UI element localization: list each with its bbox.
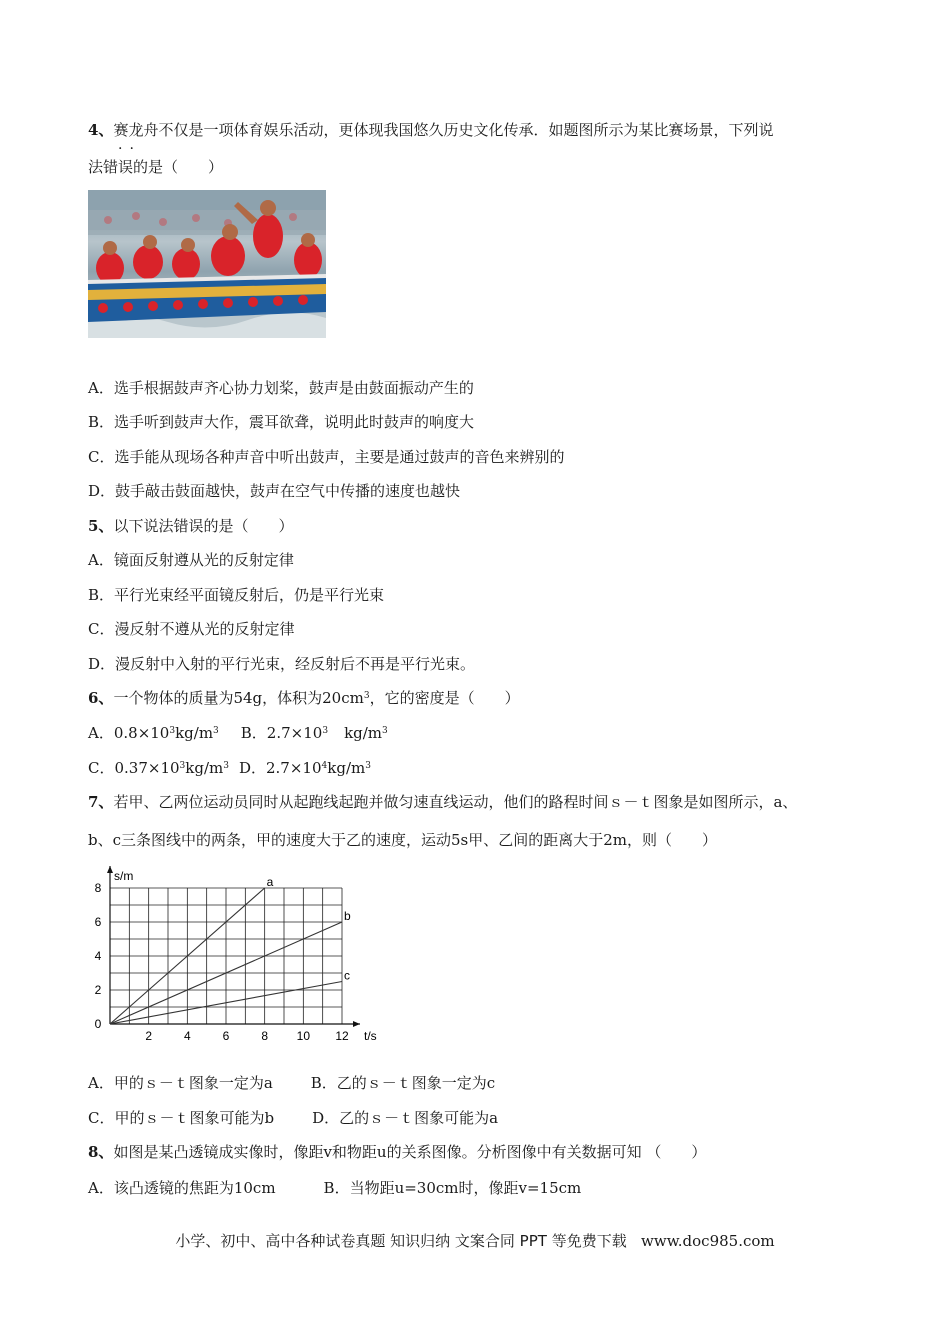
- q7-stem-line1: [88, 792, 797, 812]
- q6-option-b: [241, 724, 388, 742]
- q4-option-d: D．鼓手敲击鼓面越快，鼓声在空气中传播的速度也越快: [88, 482, 461, 500]
- y-axis-label: s/m: [114, 869, 134, 883]
- q6-c-unit: kg/m: [185, 759, 224, 777]
- footer-text: 小学、初中、高中各种试卷真题 知识归纳 文案合同 PPT 等免费下载: [175, 1232, 627, 1250]
- dragon-boat-photo: [88, 190, 326, 338]
- q7-option-a: A．甲的ｓ－ｔ图象一定为a: [88, 1074, 273, 1092]
- dragon-boat-illustration: [88, 190, 326, 338]
- x-tick-label: 12: [335, 1029, 349, 1043]
- st-chart-svg: [88, 858, 378, 1053]
- q6-c-value: C．0.37×10: [88, 759, 180, 777]
- q5-stem-text: 以下说法错误的是（ ）: [113, 517, 294, 535]
- y-tick-label: 4: [94, 949, 102, 963]
- q6-a-value: A．0.8×10: [88, 724, 170, 742]
- q7-option-b: B．乙的ｓ－ｔ图象一定为c: [310, 1074, 496, 1092]
- q6-a-unit-exp: 3: [213, 726, 219, 736]
- x-axis-arrow: [353, 1021, 360, 1027]
- series-label-b: b: [344, 909, 351, 923]
- q6-stem-text-end: ，它的密度是（ ）: [369, 689, 520, 707]
- q6-a-exp: 3: [169, 726, 176, 736]
- x-tick-label: 2: [145, 1029, 153, 1043]
- q6-number: 6、: [88, 689, 114, 707]
- q7-options-ab: [88, 1073, 495, 1093]
- q7-number: 7、: [88, 793, 114, 811]
- q6-d-exp: 4: [321, 761, 328, 771]
- y-tick-label: 8: [94, 881, 102, 895]
- q5-option-d: D．漫反射中入射的平行光束，经反射后不再是平行光束。: [88, 655, 476, 673]
- y-tick-label: 0: [94, 1017, 102, 1031]
- q6-option-d: [239, 759, 371, 777]
- y-axis-arrow: [107, 866, 113, 873]
- q6-stem-sup: 3: [363, 691, 370, 701]
- q5-option-c: C．漫反射不遵从光的反射定律: [88, 620, 295, 638]
- q6-b-unit: kg/m: [344, 724, 383, 742]
- q5-option-a: A．镜面反射遵从光的反射定律: [88, 551, 294, 569]
- x-axis-label: t/s: [364, 1029, 377, 1043]
- q7-stem-text: 若甲、乙两位运动员同时从起跑线起跑并做匀速直线运动，他们的路程时间ｓ－ｔ图象是如图所示，a、: [113, 793, 798, 811]
- q8-option-a: A．该凸透镜的焦距为10cm: [88, 1179, 276, 1197]
- x-tick-label: 8: [261, 1029, 269, 1043]
- q4-stem-text: 赛龙舟不仅是一项体育娱乐活动，更体现我国悠久历史文化传承．如题图所示为某比赛场景，下列说: [113, 121, 774, 139]
- q6-options-ab: [88, 723, 388, 743]
- y-tick-label: 6: [94, 915, 102, 929]
- q7-option-c: C．甲的ｓ－ｔ图象可能为b: [88, 1109, 275, 1127]
- q6-b-value: B．2.7×10: [240, 724, 323, 742]
- q5-option-b: B．平行光束经平面镜反射后，仍是平行光束: [88, 586, 385, 604]
- y-tick-label: 2: [94, 983, 102, 997]
- q5-number: 5、: [88, 517, 114, 535]
- q8-options-ab: [88, 1178, 581, 1198]
- q7-stem-line2: b、c三条图线中的两条，甲的速度大于乙的速度，运动5s甲、乙间的距离大于2m，则（ ）: [88, 831, 718, 849]
- q4-stem-line1: [88, 120, 773, 140]
- q4-stem-line2: 法错误的是（ ）: [88, 158, 224, 176]
- q6-stem: [88, 688, 520, 708]
- q6-option-c: [88, 759, 229, 777]
- q6-options-cd: [88, 758, 371, 778]
- st-chart: [88, 858, 378, 1057]
- series-label-c: c: [344, 968, 350, 983]
- x-tick-label: 4: [183, 1029, 191, 1043]
- q6-c-exp: 3: [179, 761, 186, 771]
- footer-url[interactable]: www.doc985.com: [641, 1232, 775, 1250]
- q6-b-unit-exp: 3: [382, 726, 388, 736]
- q6-d-value: D．2.7×10: [238, 759, 322, 777]
- q8-option-b: B．当物距u=30cm时，像距v=15cm: [323, 1179, 582, 1197]
- q4-option-a: A．选手根据鼓声齐心协力划桨，鼓声是由鼓面振动产生的: [88, 379, 474, 397]
- q4-option-b: B．选手听到鼓声大作，震耳欲聋，说明此时鼓声的响度大: [88, 413, 475, 431]
- x-tick-label: 6: [222, 1029, 230, 1043]
- page-footer: [0, 1230, 950, 1251]
- q4-option-c: C．选手能从现场各种声音中听出鼓声，主要是通过鼓声的音色来辨别的: [88, 448, 565, 466]
- q6-a-unit: kg/m: [175, 724, 214, 742]
- x-tick-label: 10: [296, 1029, 311, 1043]
- q6-c-unit-exp: 3: [223, 761, 229, 771]
- q6-stem-text: 一个物体的质量为54g，体积为20cm: [113, 689, 364, 707]
- emphasis-dots: ..: [118, 137, 141, 153]
- q8-stem: [88, 1142, 706, 1162]
- q5-stem: [88, 516, 293, 536]
- q7-options-cd: [88, 1108, 498, 1128]
- q8-stem-text: 如图是某凸透镜成实像时，像距v和物距u的关系图像。分析图像中有关数据可知 （ ）: [113, 1143, 707, 1161]
- q6-d-unit-exp: 3: [365, 761, 371, 771]
- q8-number: 8、: [88, 1143, 114, 1161]
- q6-d-unit: kg/m: [327, 759, 366, 777]
- q4-number: 4、: [88, 121, 114, 139]
- series-label-a: a: [266, 875, 274, 889]
- q7-option-d: D．乙的ｓ－ｔ图象可能为a: [312, 1109, 499, 1127]
- q6-option-a: [88, 724, 219, 742]
- q6-b-exp: 3: [322, 726, 329, 736]
